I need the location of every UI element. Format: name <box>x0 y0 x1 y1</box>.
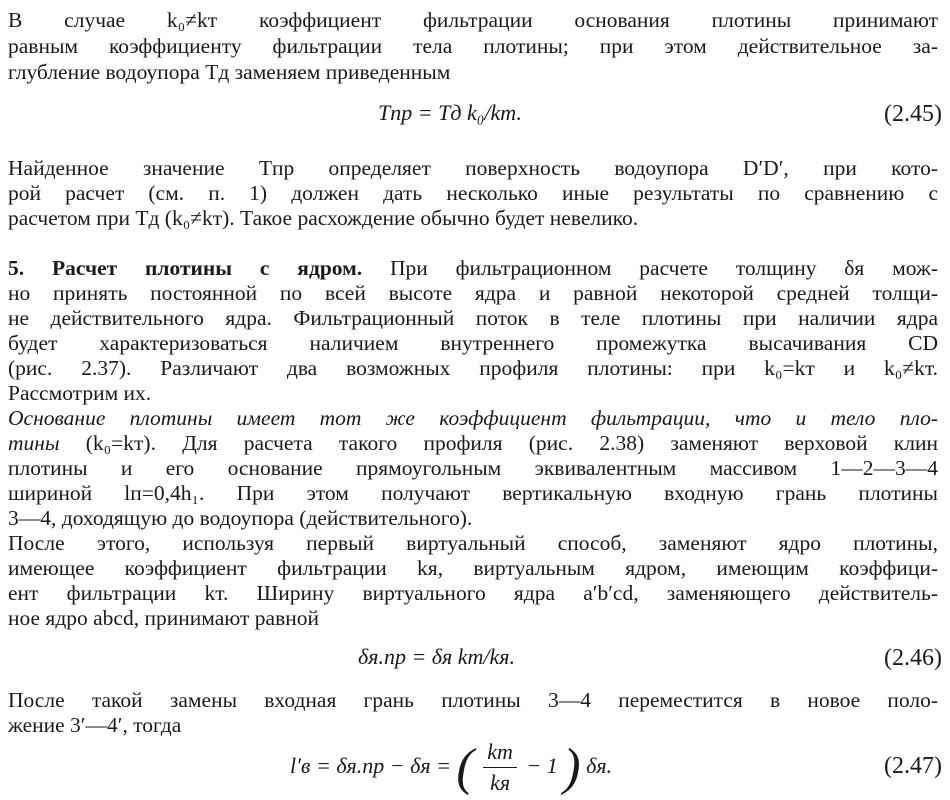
text-line: шириной lп=0,4h₁. При этом получают вертикальную входную грань плотины <box>8 481 938 505</box>
section-heading: 5. Расчет плотины с ядром. <box>8 256 363 280</box>
text-line: ент фильтрации kт. Ширину виртуального ядра a′b′cd, заменяющего действитель- <box>8 581 938 605</box>
minus-one: − 1 <box>526 753 558 778</box>
text-line: После такой замены входная грань плотины 3—4 переместится в новое поло- <box>8 688 938 712</box>
equation-lhs: Tпр <box>378 100 413 125</box>
text-line: но принять постоянной по всей высоте ядра и равной некоторой средней толщи- <box>8 281 938 305</box>
fraction-numerator: kт <box>483 737 517 768</box>
right-paren: ) <box>563 738 581 796</box>
equation-number: (2.46) <box>884 645 942 671</box>
text-line: (рис. 2.37). Различают два возможных профиля плотины: при k₀=kт и k₀≠kт. <box>8 356 938 380</box>
text-line: рой расчет (см. п. 1) должен дать несколько иные результаты по сравнению с <box>8 181 938 205</box>
equation-2-45 <box>378 100 522 126</box>
text-line <box>8 256 938 281</box>
text-line: будет характеризоваться наличием внутреннего промежутка высачивания CD <box>8 331 938 355</box>
equation-rhs: = Tд k₀/kт. <box>417 100 522 125</box>
left-paren: ( <box>456 738 474 796</box>
equation-lhs: δя.пр <box>358 644 406 669</box>
text-line: глубление водоупора Tд заменяем приведенным <box>8 60 451 84</box>
equation-tail: δя. <box>586 753 613 778</box>
fraction-denominator: kя <box>490 770 511 796</box>
equation-2-47 <box>290 736 612 798</box>
text-line: равным коэффициенту фильтрации тела плотины; при этом действительное за- <box>8 34 938 58</box>
text-span: При фильтрационном расчете толщину δя мож- <box>389 256 938 280</box>
text-line: После этого, используя первый виртуальный способ, заменяют ядро плотины, <box>8 531 938 555</box>
text-line: жение 3′—4′, тогда <box>8 713 182 737</box>
text-line: Основание плотины имеет тот же коэффициент фильтрации, что и тело пло- <box>8 406 938 430</box>
equation-number: (2.47) <box>884 753 942 779</box>
equation-number: (2.45) <box>884 101 942 127</box>
text-line: имеющее коэффициент фильтрации kя, виртуальным ядром, имеющим коэффици- <box>8 556 938 580</box>
text-span: тины <box>8 431 60 455</box>
text-line <box>8 431 938 456</box>
text-line: плотины и его основание прямоугольным эквивалентным массивом 1—2—3—4 <box>8 456 938 480</box>
equation-rhs: = δя kт/kя. <box>411 644 516 669</box>
text-line: Рассмотрим их. <box>8 381 152 405</box>
equation-lhs: l′в = δя.пр − δя = <box>290 753 451 778</box>
text-line: Найденное значение Tпр определяет поверхность водоупора D′D′, при кото- <box>8 156 938 180</box>
text-line: не действительного ядра. Фильтрационный поток в теле плотины при наличии ядра <box>8 306 938 330</box>
text-line: ное ядро abcd, принимают равной <box>8 606 320 630</box>
fraction <box>483 737 517 798</box>
text-line: 3—4, доходящую до водоупора (действительного). <box>8 506 473 530</box>
text-line: расчетом при Tд (k₀≠kт). Такое расхождение обычно будет невелико. <box>8 206 639 230</box>
text-span: (k₀=kт). Для расчета такого профиля (рис. 2.38) заменяют верховой клин <box>85 431 938 455</box>
equation-2-46 <box>358 644 515 670</box>
text-line: В случае k₀≠kт коэффициент фильтрации основания плотины принимают <box>8 8 938 32</box>
